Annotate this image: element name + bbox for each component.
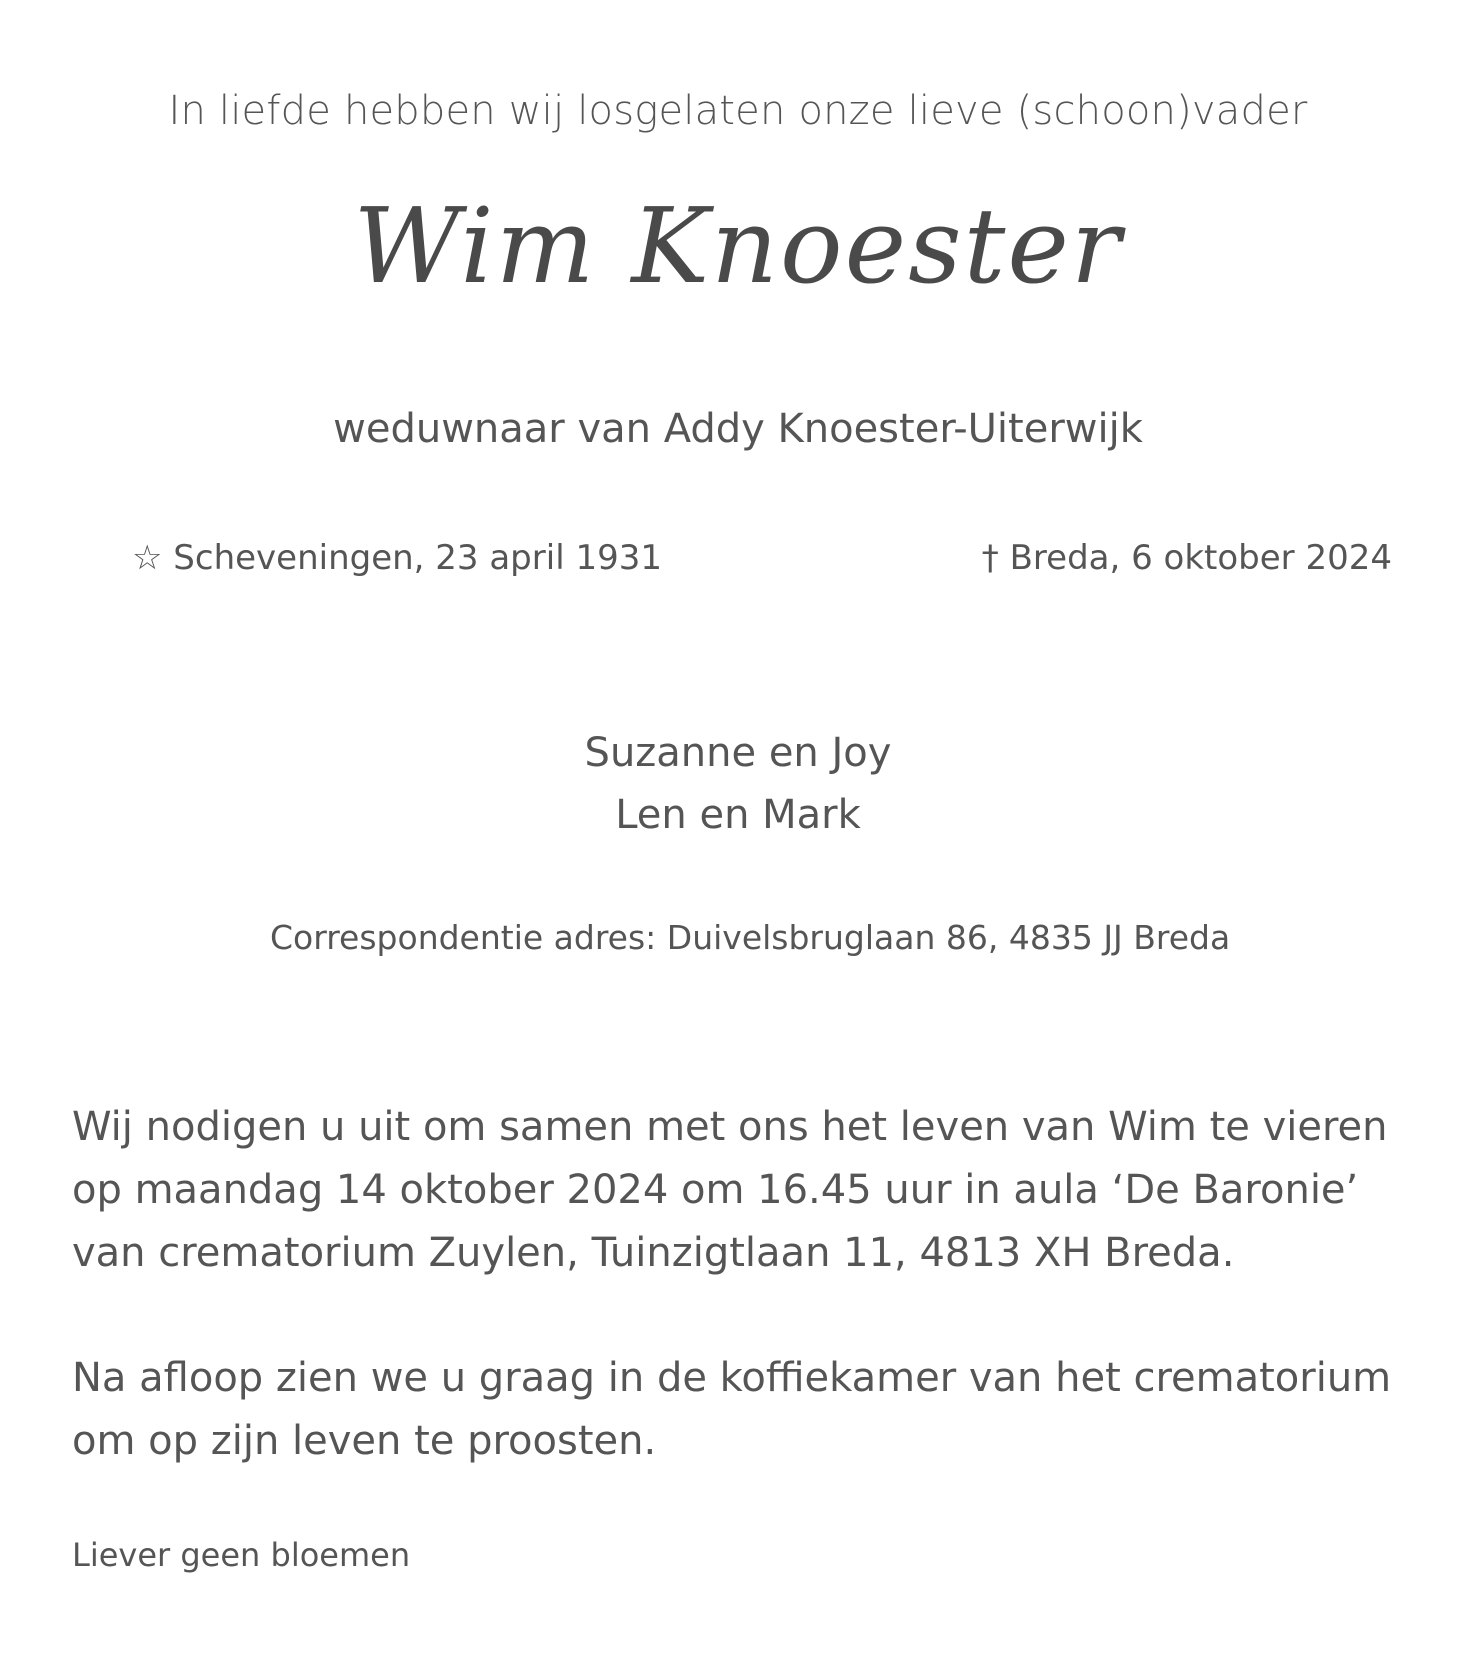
afterwards-paragraph <box>72 1347 1412 1473</box>
correspondence-address: Correspondentie adres: Duivelsbruglaan 86, 4835 JJ Breda <box>270 918 1231 957</box>
family-member: Len en Mark <box>615 792 861 838</box>
invitation-paragraph <box>72 1096 1412 1285</box>
invitation-line: van crematorium Zuylen, Tuinzigtlaan 11, 4813 XH Breda. <box>72 1230 1235 1276</box>
family-member: Suzanne en Joy <box>584 730 892 776</box>
deceased-name: Wim Knoester <box>353 185 1123 307</box>
family-list <box>0 722 1476 846</box>
spouse-line: weduwnaar van Addy Knoester-Uiterwijk <box>333 406 1143 452</box>
intro-text: In liefde hebben wij losgelaten onze lieve (schoon)vader <box>168 88 1308 134</box>
invitation-line: op maandag 14 oktober 2024 om 16.45 uur in aula ‘De Baronie’ <box>72 1167 1359 1213</box>
birth-info: ☆ Scheveningen, 23 april 1931 <box>132 538 662 578</box>
afterwards-line: om op zijn leven te proosten. <box>72 1418 657 1464</box>
afterwards-line: Na afloop zien we u graag in de koffiekamer van het crematorium <box>72 1355 1392 1401</box>
no-flowers-note: Liever geen bloemen <box>72 1536 411 1574</box>
death-info: † Breda, 6 oktober 2024 <box>981 538 1392 578</box>
invitation-line: Wij nodigen u uit om samen met ons het leven van Wim te vieren <box>72 1104 1388 1150</box>
